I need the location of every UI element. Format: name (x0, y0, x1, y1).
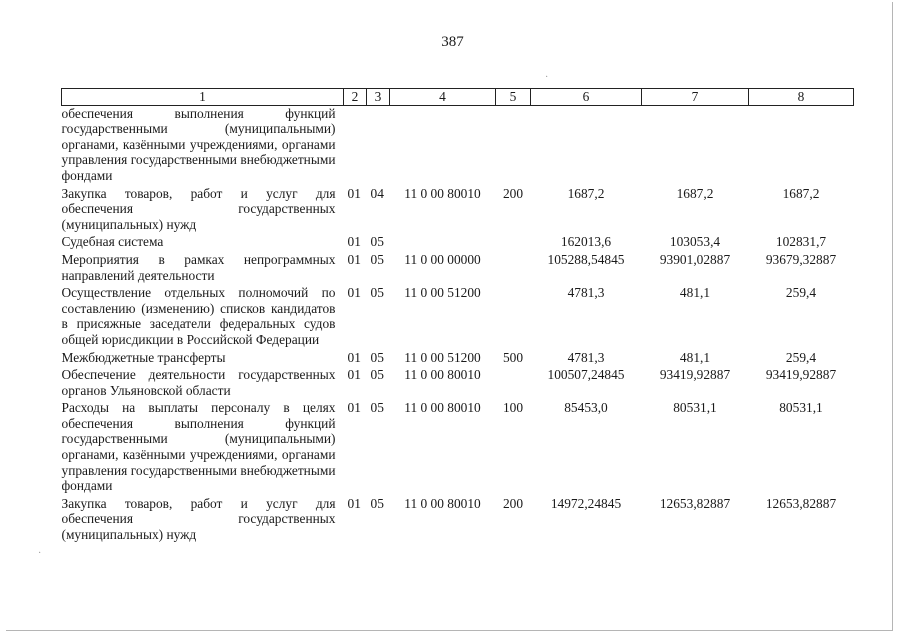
row-target-article (390, 232, 496, 250)
row-amount-3: 1687,2 (782, 185, 820, 201)
row-subsection: 05 (370, 367, 384, 383)
row-amount-1: 1687,2 (567, 185, 605, 201)
row-name: Закупка товаров, работ и услуг для обеспечения государственных (муниципальных) нужд (61, 495, 336, 543)
table-row (62, 398, 854, 494)
row-amount-1: 85453,0 (564, 400, 608, 416)
row-name: Осуществление отдельных полномочий по составлению (изменению) списков кандидатов в присяжные заседатели федеральных судов общей юрисдикции в Российской Федерации (61, 285, 336, 347)
row-expense-type (496, 105, 531, 183)
row-section: 01 (347, 349, 361, 365)
row-expense-type: 200 (502, 495, 524, 511)
row-amount-3 (749, 105, 854, 183)
row-amount-3: 12653,82887 (765, 495, 837, 511)
page-number: 387 (441, 34, 464, 50)
header-col-4: 4 (390, 89, 496, 106)
row-amount-2: 93901,02887 (659, 251, 731, 267)
row-amount-3: 80531,1 (779, 400, 823, 416)
row-target-article: 11 0 00 80010 (404, 367, 481, 383)
row-subsection: 05 (370, 349, 384, 365)
row-amount-2: 12653,82887 (659, 495, 731, 511)
row-amount-2: 481,1 (679, 349, 711, 365)
table-row (62, 232, 854, 250)
row-amount-3: 93419,92887 (765, 367, 837, 383)
table-row (62, 250, 854, 283)
row-amount-1: 4781,3 (567, 285, 605, 301)
row-target-article: 11 0 00 80010 (404, 185, 481, 201)
row-amount-1 (531, 105, 642, 183)
row-expense-type (496, 283, 531, 347)
header-col-5: 5 (496, 89, 531, 106)
row-section: 01 (347, 400, 361, 416)
row-amount-2: 93419,92887 (659, 367, 731, 383)
row-section: 01 (347, 185, 361, 201)
row-name: Расходы на выплаты персоналу в целях обеспечения выполнения функций государственными (муниципальными) органами, казёнными учреждениями, органами управления государственными внебюджетными фондами (61, 400, 336, 494)
table-row (62, 283, 854, 347)
scan-speck: · (38, 548, 42, 559)
row-amount-2: 103053,4 (669, 234, 721, 250)
row-target-article: 11 0 00 80010 (404, 400, 481, 416)
row-expense-type (496, 232, 531, 250)
row-target-article: 11 0 00 51200 (404, 349, 481, 365)
row-name: Закупка товаров, работ и услуг для обеспечения государственных (муниципальных) нужд (61, 185, 336, 232)
header-col-1: 1 (62, 89, 344, 106)
row-subsection: 05 (370, 234, 384, 250)
row-amount-3: 102831,7 (775, 234, 827, 250)
row-expense-type (496, 250, 531, 283)
row-target-article (390, 105, 496, 183)
scan-speck: · (545, 72, 549, 83)
header-col-7: 7 (642, 89, 749, 106)
row-amount-3: 259,4 (785, 285, 817, 301)
table-row (62, 365, 854, 398)
header-col-3: 3 (367, 89, 390, 106)
row-subsection: 05 (370, 285, 384, 301)
table-row (62, 184, 854, 233)
row-subsection (367, 105, 390, 183)
row-expense-type (496, 365, 531, 398)
row-section: 01 (347, 251, 361, 267)
row-name: Мероприятия в рамках непрограммных направлений деятельности (61, 251, 336, 283)
header-row (62, 89, 854, 106)
row-amount-2 (642, 105, 749, 183)
row-target-article: 11 0 00 00000 (404, 251, 481, 267)
row-name: Межбюджетные трансферты (61, 349, 226, 365)
row-subsection: 05 (370, 251, 384, 267)
row-subsection: 05 (370, 400, 384, 416)
row-section (344, 105, 367, 183)
row-amount-1: 105288,54845 (547, 251, 625, 267)
row-name: Судебная система (61, 234, 164, 250)
row-expense-type: 200 (502, 185, 524, 201)
row-amount-3: 259,4 (785, 349, 817, 365)
row-target-article: 11 0 00 80010 (404, 495, 481, 511)
budget-table (61, 88, 854, 543)
row-subsection: 05 (370, 495, 384, 511)
row-target-article: 11 0 00 51200 (404, 285, 481, 301)
row-name: Обеспечение деятельности государственных органов Ульяновской области (61, 367, 336, 398)
table-row (62, 494, 854, 543)
row-amount-1: 4781,3 (567, 349, 605, 365)
table-row (62, 105, 854, 183)
row-section: 01 (347, 367, 361, 383)
header-col-6: 6 (531, 89, 642, 106)
row-amount-1: 100507,24845 (547, 367, 625, 383)
row-subsection: 04 (370, 185, 384, 201)
table-row (62, 348, 854, 366)
row-section: 01 (347, 285, 361, 301)
row-amount-2: 80531,1 (673, 400, 717, 416)
header-col-2: 2 (344, 89, 367, 106)
row-amount-1: 14972,24845 (550, 495, 622, 511)
row-amount-1: 162013,6 (560, 234, 612, 250)
row-name: обеспечения выполнения функций государственными (муниципальными) органами, казёнными учреждениями, органами управления государственными внебюджетными фондами (61, 105, 336, 183)
row-amount-3: 93679,32887 (765, 251, 837, 267)
row-section: 01 (347, 234, 361, 250)
row-expense-type: 500 (502, 349, 524, 365)
header-col-8: 8 (749, 89, 854, 106)
row-amount-2: 481,1 (679, 285, 711, 301)
row-section: 01 (347, 495, 361, 511)
row-amount-2: 1687,2 (676, 185, 714, 201)
row-expense-type: 100 (502, 400, 524, 416)
